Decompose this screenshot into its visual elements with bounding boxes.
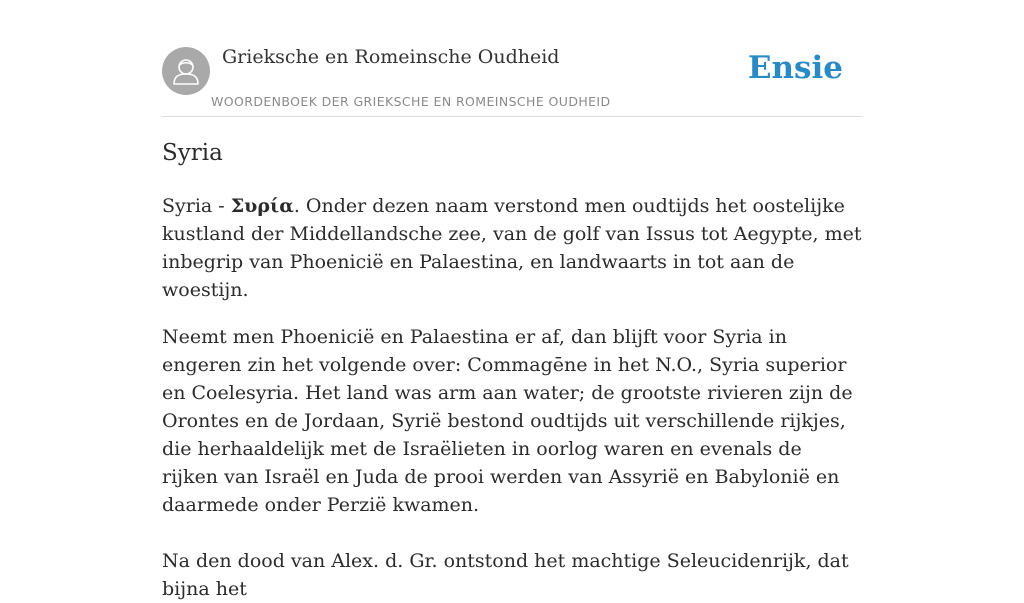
user-placeholder-icon[interactable] [162, 47, 210, 95]
entry-lead-text: Syria - [162, 195, 231, 217]
entry-paragraph-1 [162, 192, 862, 304]
source-title-link[interactable]: Grieksche en Romeinsche Oudheid [222, 46, 560, 68]
entry-paragraph-1-text: . Onder dezen naam verstond men oudtijds het oostelijke kustland der Middellandsche zee, van de golf van Issus tot Aegypte, met inbegrip van Phoenicië en Palaestina, en landwaarts in tot aan de woestijn. [162, 195, 862, 301]
entry-paragraph-2: Neemt men Phoenicië en Palaestina er af, dan blijft voor Syria in engeren zin het volgende over: Commagēne in het N.O., Syria superior en Coelesyria. Het land was arm aan water; de grootste rivieren zijn de Orontes en de Jordaan, Syrië bestond oudtijds uit verschillende rijkjes, die herhaaldelijk met de Israëlieten in oorlog waren en evenals de rijken van Israël en Juda de prooi werden van Assyrië en Babylonië en daarmede onder Perzië kwamen. [162, 326, 853, 516]
source-subtitle: WOORDENBOEK DER GRIEKSCHE EN ROMEINSCHE OUDHEID [211, 94, 611, 109]
entry-body [162, 192, 862, 603]
entry-header [162, 0, 862, 117]
greek-term: Συρία [230, 195, 294, 217]
page-container [162, 0, 862, 600]
entry-paragraph-3: Na den dood van Alex. d. Gr. ontstond het machtige Seleucidenrijk, dat bijna het [162, 550, 849, 600]
ensie-logo-link[interactable]: Ensie [747, 50, 843, 86]
entry-title: Syria [162, 140, 223, 166]
